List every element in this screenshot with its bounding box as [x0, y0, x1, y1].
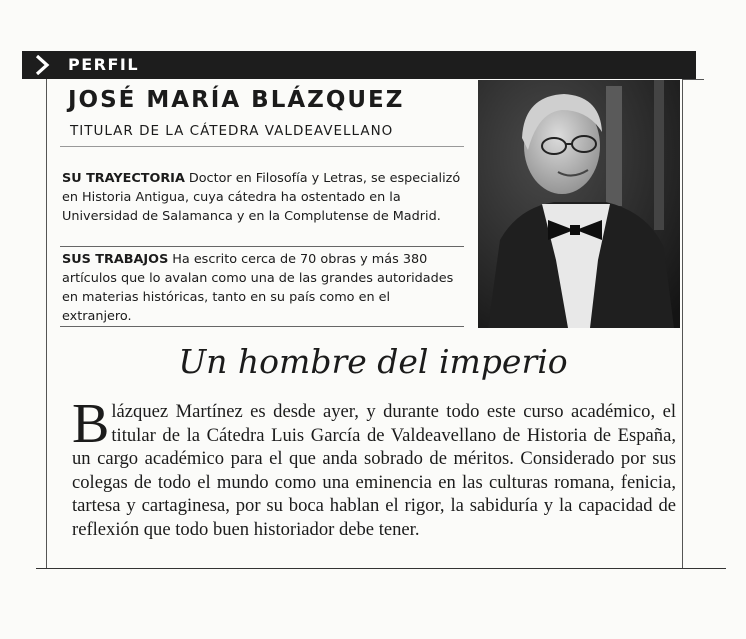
blurb-text: Doctor en Filosofía y Letras, se especializó en Historia Antigua, cuya cátedra ha ostentado en la Universidad de Salamanca y en la Complutense de Madrid. — [62, 171, 461, 224]
blurb-trayectoria — [62, 169, 462, 226]
portrait-illustration — [478, 80, 680, 328]
portrait-photo — [478, 80, 680, 328]
frame-top-rule — [682, 79, 704, 80]
article-body-text: lázquez Martínez es desde ayer, y durante todo este curso académico, el titular de la Cátedra Luis García de Valdeavellano de Historia de España, un cargo académico para el que anda sobrado de méritos. Considerado por sus colegas de todo el mundo como una eminencia en las culturas romana, fenicia, tartesa y cartaginesa, por su boca hablan el rigor, la sabiduría y la capacidad de reflexión que todo buen historiador debe tener. — [72, 401, 676, 540]
blurb-label: SUS TRABAJOS — [62, 252, 169, 267]
frame-left-rule — [46, 79, 47, 569]
profile-name: JOSÉ MARÍA BLÁZQUEZ — [68, 87, 405, 113]
blurb-label: SU TRAYECTORIA — [62, 171, 185, 186]
section-header-bar — [22, 51, 696, 79]
article-headline: Un hombre del imperio — [178, 342, 568, 381]
blurb-divider — [60, 246, 464, 247]
article-body — [72, 393, 676, 542]
drop-cap: B — [72, 393, 110, 455]
frame-right-rule — [682, 79, 683, 569]
frame-bottom-rule — [36, 568, 726, 569]
name-divider — [60, 146, 464, 147]
blurb-trabajos — [62, 250, 462, 326]
profile-title: TITULAR DE LA CÁTEDRA VALDEAVELLANO — [70, 123, 394, 139]
blurb-text: Ha escrito cerca de 70 obras y más 380 artículos que lo avalan como una de las grandes autoridades en materias históricas, tanto en su país como en el extranjero. — [62, 252, 454, 324]
blurb-divider — [60, 326, 464, 327]
chevron-right-icon — [32, 55, 52, 75]
section-label: PERFIL — [68, 55, 140, 74]
